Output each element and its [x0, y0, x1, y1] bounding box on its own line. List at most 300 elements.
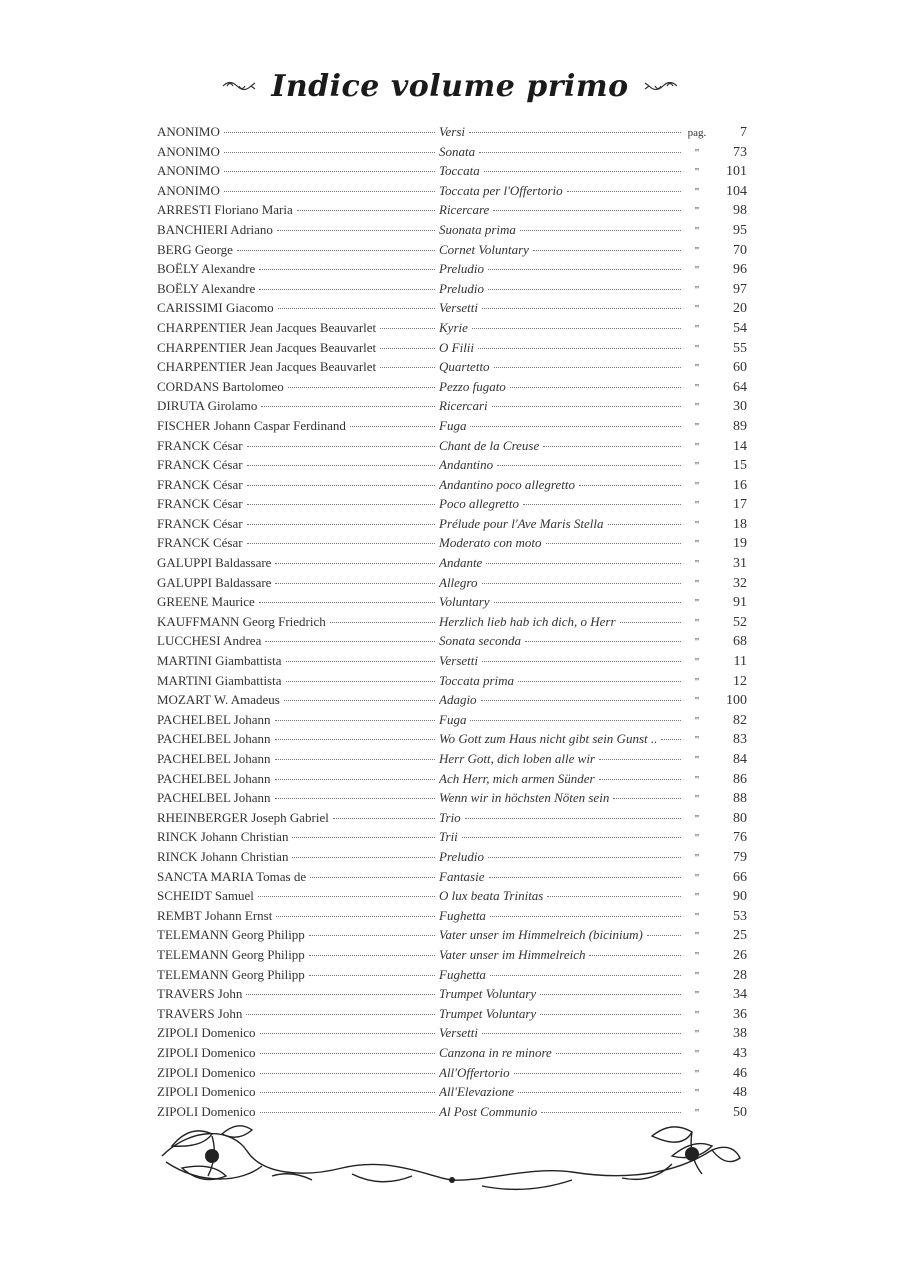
floral-ornament-icon [152, 1116, 748, 1196]
title-cell [439, 965, 685, 985]
piece-title: Toccata [439, 163, 480, 179]
piece-title: O lux beata Trinitas [439, 888, 544, 904]
leader-dots [247, 523, 435, 525]
title-cell [439, 886, 685, 906]
author-name: BANCHIERI Adriano [157, 221, 273, 237]
author-cell [157, 729, 439, 749]
piece-title: Trii [439, 829, 458, 845]
leader-dots [493, 209, 681, 211]
leader-dots [481, 699, 681, 701]
page-number: 50 [733, 1104, 747, 1120]
title-cell [439, 396, 685, 416]
author-cell [157, 651, 439, 671]
page-label: " [694, 303, 700, 316]
piece-title: Adagio [439, 692, 477, 708]
title-cell [439, 494, 685, 514]
title-cell [439, 749, 685, 769]
leader-dots [237, 249, 435, 251]
page-number: 43 [733, 1045, 747, 1061]
leader-dots [260, 1032, 435, 1034]
title-cell [439, 945, 685, 965]
leader-dots [278, 307, 435, 309]
leader-dots [259, 601, 435, 603]
page-label: " [694, 793, 700, 806]
author-name: SCHEIDT Samuel [157, 888, 254, 904]
index-row [157, 161, 747, 181]
piece-title: Trio [439, 809, 461, 825]
title-cell [439, 925, 685, 945]
page-label: " [694, 205, 700, 218]
left-flourish-icon [221, 78, 257, 94]
page-label: " [694, 656, 700, 669]
title-cell [439, 573, 685, 593]
leader-dots [286, 680, 435, 682]
piece-title: Trumpet Voluntary [439, 986, 537, 1002]
leader-dots [620, 621, 681, 623]
leader-dots [514, 1072, 681, 1074]
page-number: 97 [733, 281, 747, 297]
leader-dots [275, 719, 435, 721]
piece-title: Moderato con moto [439, 535, 542, 551]
leader-dots [275, 778, 435, 780]
piece-title: Preludio [439, 261, 485, 277]
piece-title: Vater unser im Himmelreich [439, 946, 586, 962]
page-number: 80 [733, 810, 747, 826]
index-row [157, 494, 747, 514]
leader-dots [492, 405, 681, 407]
title-cell [439, 357, 685, 377]
author-name: MARTINI Giambattista [157, 672, 282, 688]
leader-dots [488, 288, 681, 290]
page-label: " [694, 910, 700, 923]
index-row [157, 200, 747, 220]
piece-title: Cornet Voluntary [439, 241, 529, 257]
author-cell [157, 945, 439, 965]
piece-title: Pezzo fugato [439, 378, 506, 394]
leader-dots [599, 758, 681, 760]
index-row [157, 651, 747, 671]
piece-title: Preludio [439, 280, 485, 296]
title-cell [439, 1004, 685, 1024]
author-name: ZIPOLI Domenico [157, 1103, 256, 1119]
piece-title: Allegro [439, 574, 478, 590]
leader-dots [613, 797, 681, 799]
leader-dots [224, 131, 435, 133]
author-cell [157, 1043, 439, 1063]
author-name: RINCK Johann Christian [157, 829, 289, 845]
page-number: 70 [733, 242, 747, 258]
page-label: " [694, 832, 700, 845]
leader-dots [247, 542, 435, 544]
page-number: 96 [733, 262, 747, 278]
leader-dots [224, 170, 435, 172]
index-row [157, 847, 747, 867]
title-cell [439, 1082, 685, 1102]
page-number: 38 [733, 1026, 747, 1042]
piece-title: Versetti [439, 653, 478, 669]
page-number: 98 [733, 203, 747, 219]
title-cell [439, 1043, 685, 1063]
author-name: CORDANS Bartolomeo [157, 378, 284, 394]
page-number: 14 [733, 438, 747, 454]
piece-title: Andantino poco allegretto [439, 476, 575, 492]
index-row [157, 867, 747, 887]
author-cell [157, 906, 439, 926]
author-name: GREENE Maurice [157, 594, 255, 610]
title-cell [439, 671, 685, 691]
piece-title: Wo Gott zum Haus nicht gibt sein Gunst .. [439, 731, 658, 747]
leader-dots [518, 1091, 681, 1093]
author-cell [157, 671, 439, 691]
page-number: 73 [733, 144, 747, 160]
page-number: 64 [733, 379, 747, 395]
author-cell [157, 377, 439, 397]
title-cell [439, 338, 685, 358]
leader-dots [259, 288, 435, 290]
author-cell [157, 200, 439, 220]
author-cell [157, 769, 439, 789]
title-cell [439, 1023, 685, 1043]
piece-title: Poco allegretto [439, 496, 520, 512]
leader-dots [259, 268, 435, 270]
author-name: BOËLY Alexandre [157, 261, 256, 277]
author-cell [157, 416, 439, 436]
author-cell [157, 847, 439, 867]
author-name: TELEMANN Georg Philipp [157, 946, 305, 962]
page-number: 91 [733, 595, 747, 611]
piece-title: Prélude pour l'Ave Maris Stella [439, 515, 604, 531]
leader-dots [472, 327, 681, 329]
author-cell [157, 827, 439, 847]
page-label: " [694, 381, 700, 394]
author-cell [157, 298, 439, 318]
author-cell [157, 553, 439, 573]
leader-dots [608, 523, 681, 525]
index-row [157, 122, 747, 142]
index-row [157, 1004, 747, 1024]
page-label: " [694, 283, 700, 296]
index-row [157, 925, 747, 945]
piece-title: Toccata prima [439, 672, 514, 688]
author-cell [157, 514, 439, 534]
title-area [0, 64, 900, 108]
title-cell [439, 592, 685, 612]
leader-dots [470, 719, 681, 721]
page-number: 26 [733, 947, 747, 963]
author-name: ANONIMO [157, 124, 220, 139]
page-number: 88 [733, 791, 747, 807]
page-label: " [694, 185, 700, 198]
leader-dots [489, 876, 682, 878]
index-row [157, 220, 747, 240]
index-row [157, 1023, 747, 1043]
index-row [157, 965, 747, 985]
piece-title: Fantasie [439, 868, 485, 884]
page-number: 19 [733, 536, 747, 552]
author-cell [157, 338, 439, 358]
index-row [157, 1082, 747, 1102]
title-cell [439, 906, 685, 926]
page-label: " [694, 518, 700, 531]
page-label: " [694, 734, 700, 747]
page-label: " [694, 1067, 700, 1080]
author-name: FRANCK César [157, 515, 243, 531]
page-number: 18 [733, 516, 747, 532]
page-label: " [694, 597, 700, 610]
page-number: 16 [733, 477, 747, 493]
index-row [157, 318, 747, 338]
author-cell [157, 886, 439, 906]
page-number: 53 [733, 908, 747, 924]
leader-dots [541, 1111, 681, 1113]
index-row [157, 338, 747, 358]
leader-dots [258, 895, 435, 897]
page-label: " [694, 989, 700, 1002]
piece-title: O Filii [439, 339, 475, 355]
author-name: KAUFFMANN Georg Friedrich [157, 613, 326, 629]
page-label: " [694, 499, 700, 512]
author-name: ZIPOLI Domenico [157, 1064, 256, 1080]
index-row [157, 671, 747, 691]
author-name: CARISSIMI Giacomo [157, 300, 274, 316]
page-number: 60 [733, 360, 747, 376]
leader-dots [482, 660, 681, 662]
author-cell [157, 710, 439, 730]
piece-title: Canzona in re minore [439, 1044, 552, 1060]
author-cell [157, 749, 439, 769]
leader-dots [275, 738, 435, 740]
leader-dots [247, 503, 435, 505]
leader-dots [484, 170, 681, 172]
index-row [157, 984, 747, 1004]
author-cell [157, 181, 439, 201]
piece-title: Preludio [439, 848, 485, 864]
page-number: 28 [733, 967, 747, 983]
page-number: 25 [733, 928, 747, 944]
author-name: FRANCK César [157, 535, 243, 551]
author-cell [157, 494, 439, 514]
leader-dots [247, 484, 435, 486]
title-cell [439, 240, 685, 260]
page-label: " [694, 264, 700, 277]
leader-dots [297, 209, 435, 211]
index-row [157, 886, 747, 906]
piece-title: Chant de la Creuse [439, 437, 540, 453]
author-name: FISCHER Johann Caspar Ferdinand [157, 417, 346, 433]
author-cell [157, 240, 439, 260]
leader-dots [288, 386, 435, 388]
author-cell [157, 1004, 439, 1024]
leader-dots [275, 758, 435, 760]
author-cell [157, 475, 439, 495]
index-row [157, 377, 747, 397]
title-cell [439, 808, 685, 828]
leader-dots [490, 974, 681, 976]
author-name: MARTINI Giambattista [157, 653, 282, 669]
leader-dots [490, 915, 681, 917]
leader-dots [518, 680, 681, 682]
title-cell [439, 867, 685, 887]
page-number: 30 [733, 399, 747, 415]
author-cell [157, 612, 439, 632]
right-flourish-icon [643, 78, 679, 94]
leader-dots [533, 249, 681, 251]
author-cell [157, 318, 439, 338]
page-number: 34 [733, 987, 747, 1003]
page-number: 55 [733, 340, 747, 356]
leader-dots [276, 915, 435, 917]
leader-dots [523, 503, 681, 505]
author-cell [157, 867, 439, 887]
author-cell [157, 1063, 439, 1083]
title-cell [439, 631, 685, 651]
piece-title: Voluntary [439, 594, 490, 610]
piece-title: Fughetta [439, 966, 486, 982]
author-name: MOZART W. Amadeus [157, 692, 280, 708]
author-name: FRANCK César [157, 437, 243, 453]
piece-title: All'Offertorio [439, 1064, 510, 1080]
piece-title: Al Post Communio [439, 1103, 538, 1119]
page-label: " [694, 166, 700, 179]
leader-dots [589, 954, 681, 956]
leader-dots [224, 151, 435, 153]
author-name: PACHELBEL Johann [157, 711, 271, 727]
piece-title: Quartetto [439, 359, 490, 375]
piece-title: Trumpet Voluntary [439, 1005, 537, 1021]
author-name: ANONIMO [157, 182, 220, 198]
leader-dots [482, 1032, 681, 1034]
title-cell [439, 161, 685, 181]
title-cell [439, 181, 685, 201]
piece-title: Kyrie [439, 319, 468, 335]
leader-dots [284, 699, 435, 701]
leader-dots [547, 895, 681, 897]
page-label: pag. [687, 127, 707, 139]
page-number: 46 [733, 1065, 747, 1081]
page-label: " [694, 754, 700, 766]
page-label: " [694, 1028, 700, 1041]
leader-dots [469, 131, 681, 133]
leader-dots [260, 1072, 435, 1074]
page-label: " [694, 930, 700, 943]
page-number: 83 [733, 732, 747, 748]
page-label: " [694, 479, 700, 492]
leader-dots [330, 621, 435, 623]
author-name: PACHELBEL Johann [157, 790, 271, 806]
leader-dots [275, 797, 435, 799]
page-number: 66 [733, 869, 747, 885]
page-label: " [694, 244, 700, 257]
author-name: ZIPOLI Domenico [157, 1084, 256, 1100]
piece-title: Andantino [439, 457, 494, 473]
title-cell [439, 612, 685, 632]
index-row [157, 396, 747, 416]
page-label: " [694, 224, 700, 237]
leader-dots [599, 778, 681, 780]
index-row [157, 240, 747, 260]
page-label: " [694, 1008, 700, 1021]
leader-dots [510, 386, 681, 388]
leader-dots [478, 347, 681, 349]
page-label: " [694, 420, 700, 433]
leader-dots [380, 366, 435, 368]
author-cell [157, 965, 439, 985]
leader-dots [309, 954, 435, 956]
title-cell [439, 200, 685, 220]
author-name: GALUPPI Baldassare [157, 555, 272, 571]
author-name: SANCTA MARIA Tomas de [157, 868, 307, 884]
index-row [157, 475, 747, 495]
title-cell [439, 122, 685, 142]
leader-dots [260, 1052, 435, 1054]
page-number: 100 [726, 693, 747, 709]
page-number: 101 [726, 164, 747, 180]
page-number: 79 [733, 849, 747, 865]
author-cell [157, 122, 439, 142]
page-title: Indice volume primo [271, 68, 629, 104]
leader-dots [661, 738, 681, 740]
leader-dots [246, 993, 435, 995]
piece-title: Andante [439, 555, 483, 571]
piece-title: Fuga [439, 417, 467, 433]
leader-dots [546, 542, 681, 544]
author-name: PACHELBEL Johann [157, 770, 271, 786]
leader-dots [277, 229, 435, 231]
leader-dots [494, 366, 681, 368]
page-number: 11 [733, 654, 747, 670]
title-cell [439, 533, 685, 553]
title-cell [439, 279, 685, 299]
page-number: 48 [733, 1085, 747, 1101]
author-cell [157, 533, 439, 553]
index-row [157, 690, 747, 710]
page-number: 104 [726, 183, 747, 199]
leader-dots [224, 190, 435, 192]
page-label: " [694, 636, 700, 649]
page-number: 15 [733, 458, 747, 474]
title-cell [439, 788, 685, 808]
page-number: 84 [733, 752, 747, 767]
leader-dots [275, 582, 435, 584]
page-label: " [694, 440, 700, 453]
page-number: 31 [733, 556, 747, 572]
page-label: " [694, 891, 700, 904]
title-cell [439, 436, 685, 456]
author-name: ANONIMO [157, 143, 220, 159]
author-cell [157, 436, 439, 456]
leader-dots [309, 974, 435, 976]
author-cell [157, 1082, 439, 1102]
page-label: " [694, 362, 700, 375]
leader-dots [497, 464, 681, 466]
index-row [157, 455, 747, 475]
leader-dots [261, 405, 435, 407]
page-number: 86 [733, 771, 747, 787]
page-label: " [694, 616, 700, 629]
page-label: " [694, 577, 700, 590]
title-cell [439, 514, 685, 534]
author-cell [157, 788, 439, 808]
leader-dots [479, 151, 681, 153]
leader-dots [488, 856, 681, 858]
piece-title: Ricercare [439, 202, 490, 218]
page-number: 89 [733, 418, 747, 434]
page-label: " [694, 322, 700, 335]
author-cell [157, 259, 439, 279]
index-table [157, 122, 747, 1121]
author-name: RINCK Johann Christian [157, 848, 289, 864]
page-label: " [694, 949, 700, 962]
